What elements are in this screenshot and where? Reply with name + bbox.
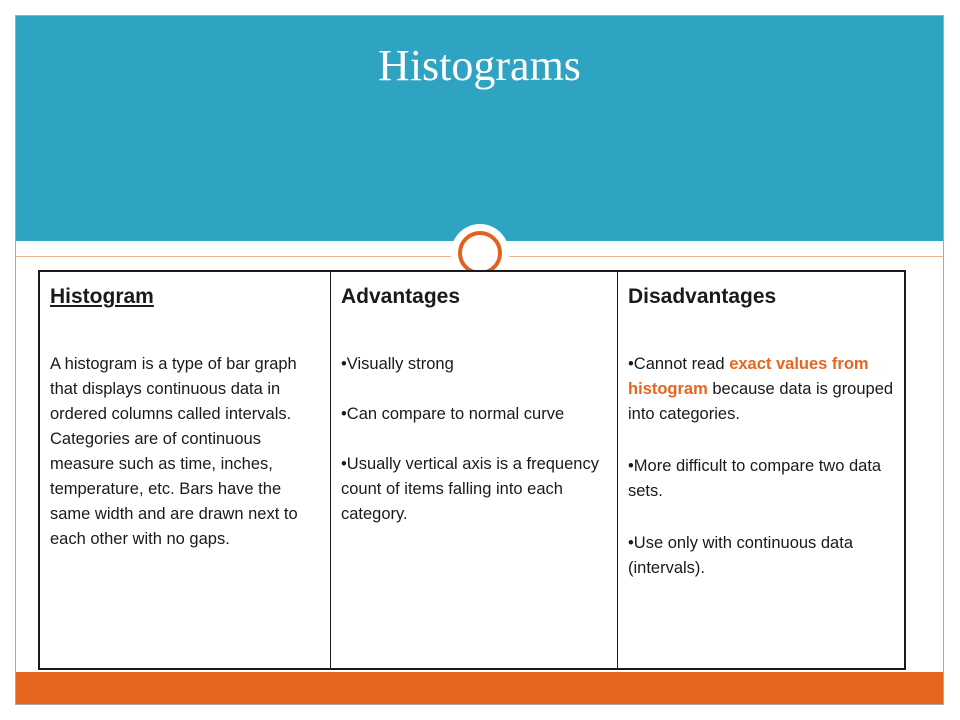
advantage-item: •Can compare to normal curve [341,405,565,423]
advantage-item: •Usually vertical axis is a frequency count of items falling into each category. [341,455,599,523]
histogram-definition: A histogram is a type of bar graph that displays continuous data in ordered columns called intervals. Categories are of continuous measure such as time, inches, temperature, etc. Bars have the same width and are drawn next to each other with no gaps. [50,355,298,548]
disadvantage-item [628,352,894,427]
content-table [38,270,906,670]
disadvantage-text: •Cannot read [628,355,730,373]
advantage-item: •Visually strong [341,355,454,373]
column-advantages [330,272,617,668]
disadvantage-item: •Use only with continuous data (intervals). [628,534,853,577]
column-heading-histogram: Histogram [50,285,154,308]
slide-title: Histograms [378,41,581,90]
divider-circle-icon [458,231,502,275]
column-heading-disadvantages: Disadvantages [628,285,777,308]
disadvantage-item: •More difficult to compare two data sets. [628,457,882,500]
disadvantage-text: because data is grouped into categories. [628,380,894,423]
column-histogram [40,272,330,668]
column-heading-advantages: Advantages [341,285,461,308]
column-disadvantages [617,272,904,668]
highlighted-text: exact values from histogram [628,355,869,398]
footer-bar [16,672,943,704]
